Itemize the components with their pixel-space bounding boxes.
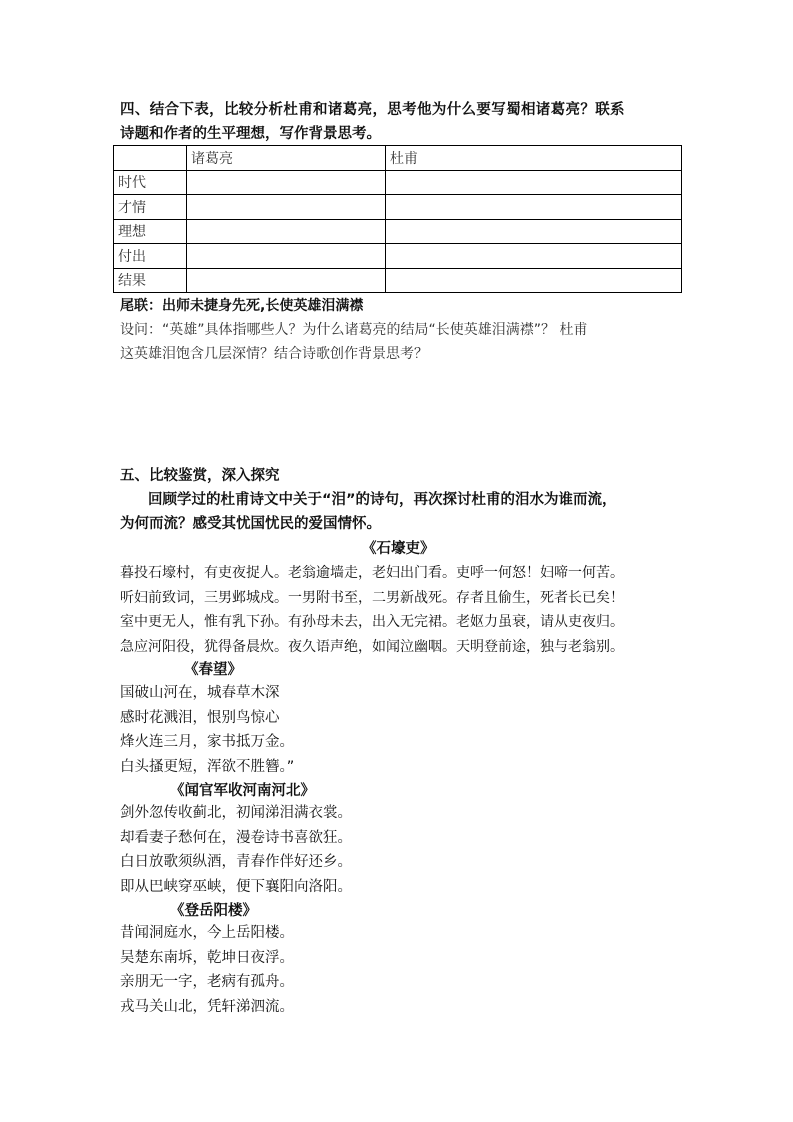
table-row: [114, 219, 682, 244]
table-cell: [187, 219, 386, 244]
comparison-table: [113, 145, 682, 293]
poem-line: 听妇前致词，三男邺城戍。一男附书至，二男新战死。存者且偷生，死者长已矣！: [120, 589, 624, 606]
poem-wenguanjun: [120, 801, 352, 899]
table-row: [114, 244, 682, 269]
table-header-cell: [114, 146, 187, 171]
poem-line: 急应河阳役，犹得备晨炊。夜久语声绝，如闻泣幽咽。天明登前途，独与老翁别。: [120, 638, 624, 655]
poem-line: 白头搔更短，浑欲不胜簪。”: [120, 758, 295, 775]
table-header-cell: 杜甫: [386, 146, 682, 171]
table-cell: [386, 170, 682, 195]
section4-heading-line2: 诗题和作者的生平理想，写作背景思考。: [120, 126, 381, 142]
poem-line: 感时花溅泪，恨别鸟惊心: [120, 709, 280, 726]
poem-line: 昔闻洞庭水，今上岳阳楼。: [120, 925, 294, 941]
table-row-label: 才情: [114, 195, 187, 220]
poem-dengyueyanglou: [120, 921, 294, 1019]
poem-title-dengyueyanglou: 《登岳阳楼》: [170, 903, 257, 919]
poem-line: 即从巴峡穿巫峡，便下襄阳向洛阳。: [120, 878, 352, 895]
poem-chunwang: [120, 681, 294, 779]
section5-intro-line2: 为何而流？感受其忧国忧民的爱国情怀。: [120, 516, 381, 532]
poem-line: 烽火连三月，家书抵万金。: [120, 734, 294, 750]
poem-shihaoli: [120, 561, 624, 659]
table-row-label: 理想: [114, 219, 187, 244]
table-row-label: 结果: [114, 268, 187, 293]
poem-line: 室中更无人，惟有乳下孙。有孙母未去，出入无完裙。老妪力虽衰，请从吏夜归。: [120, 614, 624, 630]
table-header-cell: 诸葛亮: [187, 146, 386, 171]
table-cell: [187, 195, 386, 220]
table-row: [114, 268, 682, 293]
table-cell: [187, 170, 386, 195]
poem-title-shihaoli: 《石壕吏》: [362, 541, 435, 557]
table-cell: [187, 268, 386, 293]
table-cell: [386, 268, 682, 293]
table-row-label: 付出: [114, 244, 187, 269]
poem-line: 剑外忽传收蓟北，初闻涕泪满衣裳。: [120, 805, 352, 821]
section4-heading-line1: 四、结合下表，比较分析杜甫和诸葛亮，思考他为什么要写蜀相诸葛亮？联系: [120, 102, 625, 118]
table-cell: [386, 244, 682, 269]
table-row-label: 时代: [114, 170, 187, 195]
table-row: [114, 170, 682, 195]
poem-line: 亲朋无一字，老病有孤舟。: [120, 974, 294, 990]
section5-heading: 五、比较鉴赏，深入探究: [120, 468, 280, 484]
weilian-question-line1: 设问：“英雄”具体指哪些人？为什么诸葛亮的结局“长使英雄泪满襟”？ 杜甫: [120, 322, 588, 338]
table-cell: [386, 219, 682, 244]
poem-line: 国破山河在，城春草木深: [120, 685, 280, 701]
table-cell: [187, 244, 386, 269]
poem-line: 吴楚东南坼，乾坤日夜浮。: [120, 949, 294, 966]
poem-title-chunwang: 《春望》: [184, 662, 242, 678]
table-cell: [386, 195, 682, 220]
poem-line: 却看妻子愁何在，漫卷诗书喜欲狂。: [120, 829, 352, 846]
poem-title-wenguanjun: 《闻官军收河南河北》: [170, 783, 315, 799]
weilian-question-line2: 这英雄泪饱含几层深情？结合诗歌创作背景思考？: [120, 346, 428, 362]
poem-line: 戎马关山北，凭轩涕泗流。: [120, 998, 294, 1015]
weilian-heading: 尾联：出师未捷身先死,长使英雄泪满襟: [120, 298, 364, 314]
section5-intro-line1: 回顾学过的杜甫诗文中关于“泪”的诗句，再次探讨杜甫的泪水为谁而流，: [148, 492, 617, 508]
poem-line: 白日放歌须纵酒，青春作伴好还乡。: [120, 854, 352, 870]
table-row: [114, 195, 682, 220]
table-header-row: [114, 146, 682, 171]
poem-line: 暮投石壕村，有吏夜捉人。老翁逾墙走，老妇出门看。吏呼一何怒！妇啼一何苦。: [120, 565, 624, 581]
